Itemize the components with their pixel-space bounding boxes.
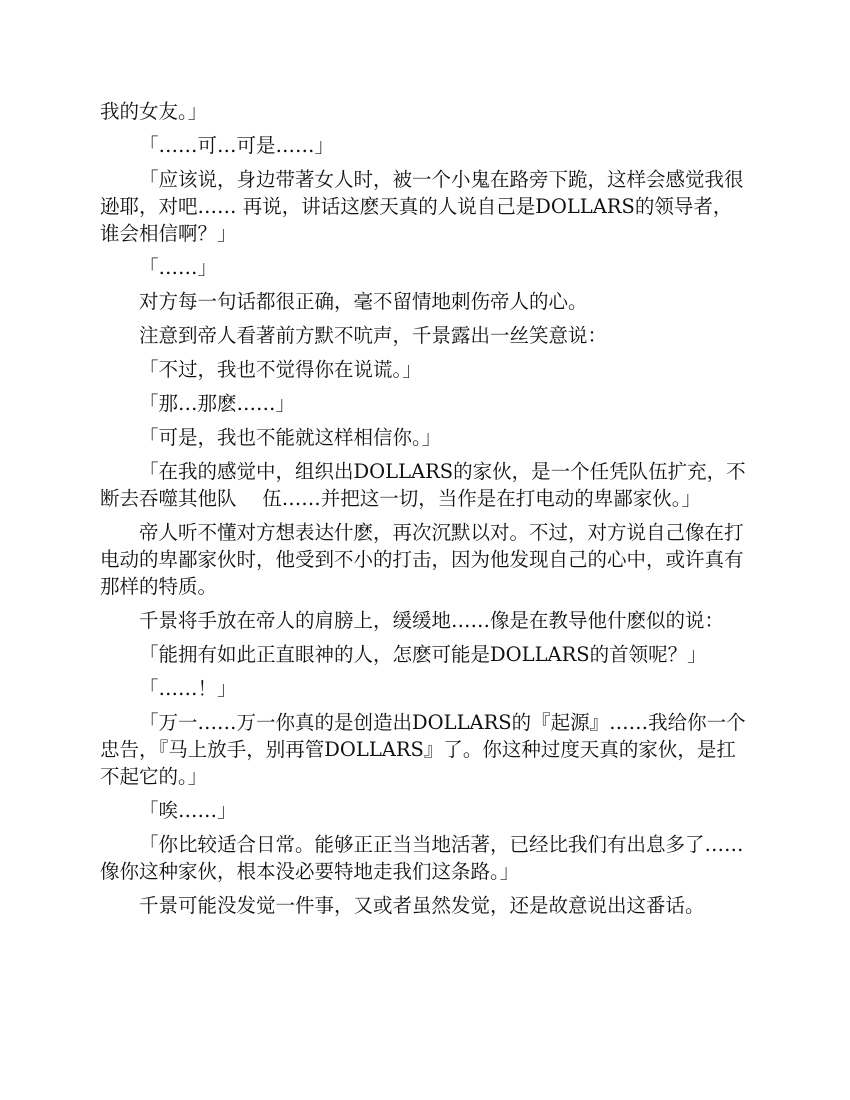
paragraph: 注意到帝人看著前方默不吭声，千景露出一丝笑意说： xyxy=(139,324,608,347)
paragraph: 「那…那麽……」 xyxy=(139,392,296,415)
paragraph: 「在我的感觉中，组织出DOLLARS的家伙，是一个任凭队伍扩充，不断去吞噬其他队 伍……并把这一切，当作是在打电动的卑鄙家伙。」 xyxy=(100,460,746,510)
paragraph: 「唉……」 xyxy=(139,799,237,822)
document-page xyxy=(100,98,750,926)
paragraph: 帝人听不懂对方想表达什麽，再次沉默以对。不过，对方说自己像在打电动的卑鄙家伙时，他受到不小的打击，因为他发现自己的心中，或许真有那样的特质。 xyxy=(100,521,744,598)
paragraph: 「能拥有如此正直眼神的人，怎麽可能是DOLLARS的首领呢？」 xyxy=(139,643,707,666)
paragraph: 千景将手放在帝人的肩膀上，缓缓地……像是在教导他什麽似的说： xyxy=(139,609,725,632)
paragraph: 「你比较适合日常。能够正正当当地活著，已经比我们有出息多了……像你这种家伙，根本没必要特地走我们这条路。」 xyxy=(100,833,744,883)
paragraph: 对方每一句话都很正确，毫不留情地刺伤帝人的心。 xyxy=(139,290,588,313)
paragraph: 「应该说，身边带著女人时，被一个小鬼在路旁下跪，这样会感觉我很逊耶，对吧…… 再说，讲话这麽天真的人说自己是DOLLARS的领导者，谁会相信啊？」 xyxy=(100,168,744,245)
paragraph: 「……」 xyxy=(139,256,218,279)
paragraph: 「可是，我也不能就这样相信你。」 xyxy=(139,426,442,449)
paragraph: 千景可能没发觉一件事，又或者虽然发觉，还是故意说出这番话。 xyxy=(139,894,705,917)
paragraph: 「不过，我也不觉得你在说谎。」 xyxy=(139,358,422,381)
paragraph: 「……！」 xyxy=(139,677,237,700)
paragraph: 我的女友。」 xyxy=(100,100,208,123)
paragraph: 「万一……万一你真的是创造出DOLLARS的『起源』……我给你一个忠告，『马上放手，别再管DOLLARS』了。你这种过度天真的家伙，是扛不起它的。」 xyxy=(100,711,746,788)
paragraph: 「……可…可是……」 xyxy=(139,134,335,157)
